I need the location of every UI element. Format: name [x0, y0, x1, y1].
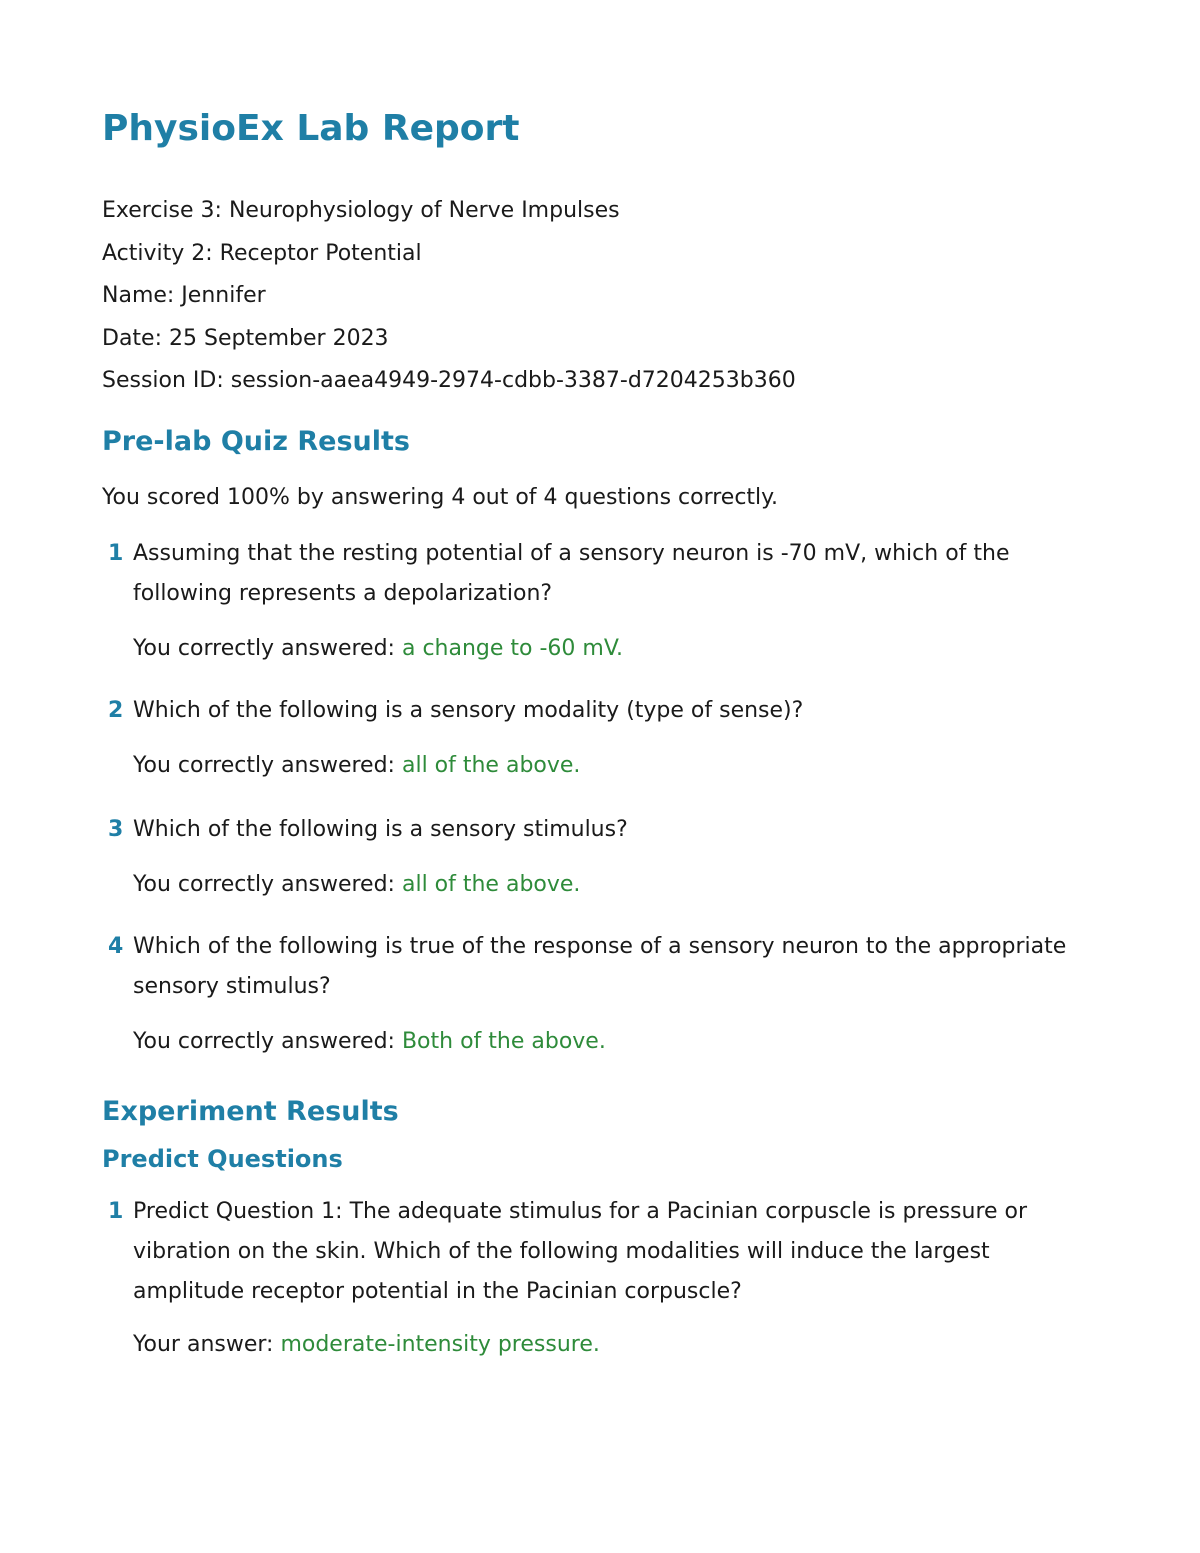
question-answer	[133, 1325, 600, 1365]
report-title: PhysioEx Lab Report	[102, 108, 520, 149]
question-text: Which of the following is a sensory modality (type of sense)?	[133, 698, 804, 723]
question-answer	[133, 865, 580, 905]
predict-questions-heading: Predict Questions	[102, 1145, 343, 1173]
question-text: Which of the following is a sensory stimulus?	[133, 817, 628, 842]
answer-value: all of the above.	[401, 753, 581, 778]
question-number: 2	[108, 698, 124, 723]
question-number: 1	[108, 541, 124, 566]
question-text: Which of the following is true of the response of a sensory neuron to the appropriate sensory stimulus?	[133, 934, 1067, 999]
question-text: Predict Question 1: The adequate stimulus for a Pacinian corpuscle is pressure or vibration on the skin. Which of the following modalities will induce the largest amplitude receptor potential in the Pacinian corpuscle?	[133, 1199, 1028, 1304]
answer-label: Your answer:	[133, 1332, 274, 1357]
experiment-heading: Experiment Results	[102, 1096, 399, 1127]
question-text: Assuming that the resting potential of a sensory neuron is -70 mV, which of the following represents a depolarization?	[133, 541, 1010, 606]
answer-label: You correctly answered:	[133, 753, 395, 778]
answer-value: all of the above.	[401, 872, 581, 897]
exercise-line: Exercise 3: Neurophysiology of Nerve Impulses	[102, 198, 620, 223]
question-number: 4	[108, 934, 124, 959]
prelab-heading: Pre-lab Quiz Results	[102, 426, 410, 457]
prelab-score: You scored 100% by answering 4 out of 4 questions correctly.	[102, 485, 779, 510]
question-answer	[133, 1022, 606, 1062]
question-number: 3	[108, 817, 124, 842]
answer-label: You correctly answered:	[133, 636, 395, 661]
question-answer	[133, 629, 623, 669]
answer-value: moderate-intensity pressure.	[280, 1332, 600, 1357]
answer-label: You correctly answered:	[133, 1029, 395, 1054]
report-metadata	[102, 190, 796, 403]
answer-label: You correctly answered:	[133, 872, 395, 897]
date-line: Date: 25 September 2023	[102, 325, 389, 351]
question-number: 1	[108, 1199, 124, 1224]
answer-value: a change to -60 mV.	[401, 636, 624, 661]
activity-line: Activity 2: Receptor Potential	[102, 240, 422, 266]
name-line: Name: Jennifer	[102, 283, 266, 308]
question-answer	[133, 746, 580, 786]
answer-value: Both of the above.	[401, 1029, 606, 1054]
session-id-line: Session ID: session-aaea4949-2974-cdbb-3387-d7204253b360	[102, 368, 796, 393]
